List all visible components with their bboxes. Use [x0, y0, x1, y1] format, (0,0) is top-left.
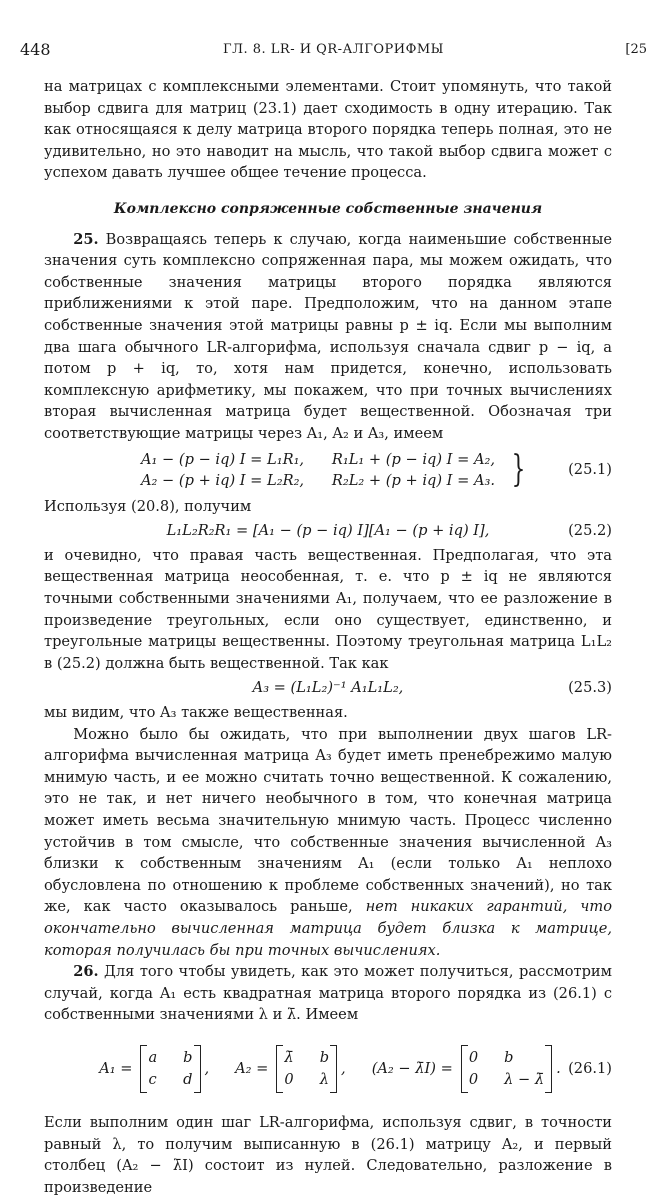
text-using: Используя (20.8), получим [44, 497, 252, 515]
paragraph-25 [44, 229, 612, 445]
paragraph-text: Можно было бы ожидать, что при выполнении двух шагов LR-алгорифма вычисленная матрица A₃ будет иметь пренебрежимо малую мнимую часть, и ее можно считать точно вещественной. К сожалению, это не так, и нет ничего необычного в том, что конечная матрица может иметь весьма значительную мнимую часть. Процесс численно устойчив в том смысле, что собственные значения вычисленной A₃ близки к собственным значениям A₁ (если только A₁ неплохо обусловлена по отношению к проблеме собственных значений), но так же, как часто оказывалось раньше, [44, 725, 612, 916]
paragraph-expect [44, 724, 612, 962]
paragraph-real: и очевидно, что правая часть вещественная. Предполагая, что эта вещественная матрица неособенная, т. е. что p ± iq не являются точными собственными значениями A₁, получаем, что ее разложение в произведение треугольных, если оно существует, единственно, и треугольные матрицы вещественны. Поэтому треугольная матрица L₁L₂ в (25.2) должна быть вещественной. Так как [44, 546, 612, 672]
equation-number: (26.1) [568, 1060, 612, 1078]
matrix-cell: a [148, 1048, 158, 1066]
matrix-label: (A₂ − λ̄I) = [371, 1060, 453, 1078]
equation-25-3 [44, 677, 612, 699]
page-number: 448 [20, 40, 51, 59]
equation-line: A₁ − (p − iq) I = L₁R₁, R₁L₁ + (p − iq) I = A₂, [141, 450, 495, 468]
page-header [20, 40, 647, 64]
paragraph-26 [44, 961, 612, 1026]
text-see: мы видим, что A₃ также вещественная. [44, 704, 348, 722]
equation-25-2 [44, 520, 612, 542]
matrix-a2 [276, 1045, 337, 1093]
equation-25-1 [44, 449, 612, 492]
matrix-cell: 0 [284, 1070, 294, 1088]
matrix-cell: b [183, 1048, 193, 1066]
paragraph-number: 25. [73, 230, 99, 248]
matrix-cell: λ − λ̄ [504, 1070, 545, 1088]
equation-number: (25.3) [568, 679, 612, 697]
equation-26-1: A₁ = a b c d , A₂ = λ̄ b 0 λ , (A₂ − λ̄I) = 0 b 0 λ − λ̄ . (26.1) [44, 1040, 612, 1098]
matrix-a1 [140, 1045, 200, 1093]
paragraph-last: Если выполним один шаг LR-алгорифма, используя сдвиг, в точности равный λ, то получим выписанную в (26.1) матрицу A₂, и первый столбец (A₂ − λ̄I) состоит из нулей. Следовательно, разложение в произведение [44, 1113, 612, 1196]
right-brace: } [511, 449, 526, 491]
matrix-cell: d [183, 1070, 193, 1088]
paragraph-text: Возвращаясь теперь к случаю, когда наименьшие собственные значения суть комплексно сопряженная пара, мы можем ожидать, что собственные значения матрицы второго порядка являются приближениями к этой паре. Предположим, что на данном этапе собственные значения этой матрицы равны p ± iq. Если мы выполним два шага обычного LR-алгорифма, используя сначала сдвиг p − iq, а потом p + iq, то, хотя нам придется, конечно, использовать комплексную арифметику, мы покажем, что при точных вычислениях вторая вычисленная матрица будет вещественной. Обозначая три соответствующие матрицы через A₁, A₂ и A₃, имеем [44, 230, 613, 442]
section-heading: Комплексно сопряженные собственные значения [113, 200, 543, 217]
matrix-cell: 0 [468, 1048, 479, 1066]
section-reference: [25 [625, 42, 647, 57]
equation-number: (25.2) [568, 522, 612, 540]
matrix-cell: λ [319, 1070, 329, 1088]
page-body [44, 76, 612, 1198]
equation-expression: L₁L₂R₂R₁ = [A₁ − (p − iq) I][A₁ − (p + iq) I], [166, 522, 490, 540]
matrix-cell: b [319, 1048, 330, 1066]
running-title: ГЛ. 8. LR- И QR-АЛГОРИФМЫ [223, 42, 444, 57]
emphasized-text: нет никаких гарантий, что окончательно вычисленная матрица будет близка к матрице, которая получилась бы при точных вычислениях. [44, 898, 612, 959]
matrix-cell: c [148, 1070, 157, 1088]
matrix-a2-shifted [461, 1045, 552, 1093]
paragraph-text: Для того чтобы увидеть, как это может получиться, рассмотрим случай, когда A₁ есть квадратная матрица второго порядка из (26.1) с собственными значениями λ и λ̄. Имеем [44, 963, 612, 1024]
matrix-cell: λ̄ [284, 1048, 294, 1066]
intro-paragraph: на матрицах с комплексными элементами. Стоит упомянуть, что такой выбор сдвига для матриц (23.1) дает сходимость в одну итерацию. Так как относящаяся к делу матрица второго порядка теперь полная, это не удивительно, но это наводит на мысль, что такой выбор сдвига может с успехом давать лучшее общее течение процесса. [44, 78, 612, 182]
equation-line: A₂ − (p + iq) I = L₂R₂, R₂L₂ + (p + iq) I = A₃. [141, 472, 495, 490]
equation-expression: A₃ = (L₁L₂)⁻¹ A₁L₁L₂, [252, 679, 404, 697]
equation-number: (25.1) [568, 461, 612, 479]
matrix-cell: 0 [468, 1070, 479, 1088]
paragraph-number: 26. [73, 963, 99, 981]
matrix-label: A₁ = [99, 1060, 133, 1078]
matrix-label: A₂ = [235, 1060, 269, 1078]
matrix-cell: b [504, 1048, 514, 1066]
